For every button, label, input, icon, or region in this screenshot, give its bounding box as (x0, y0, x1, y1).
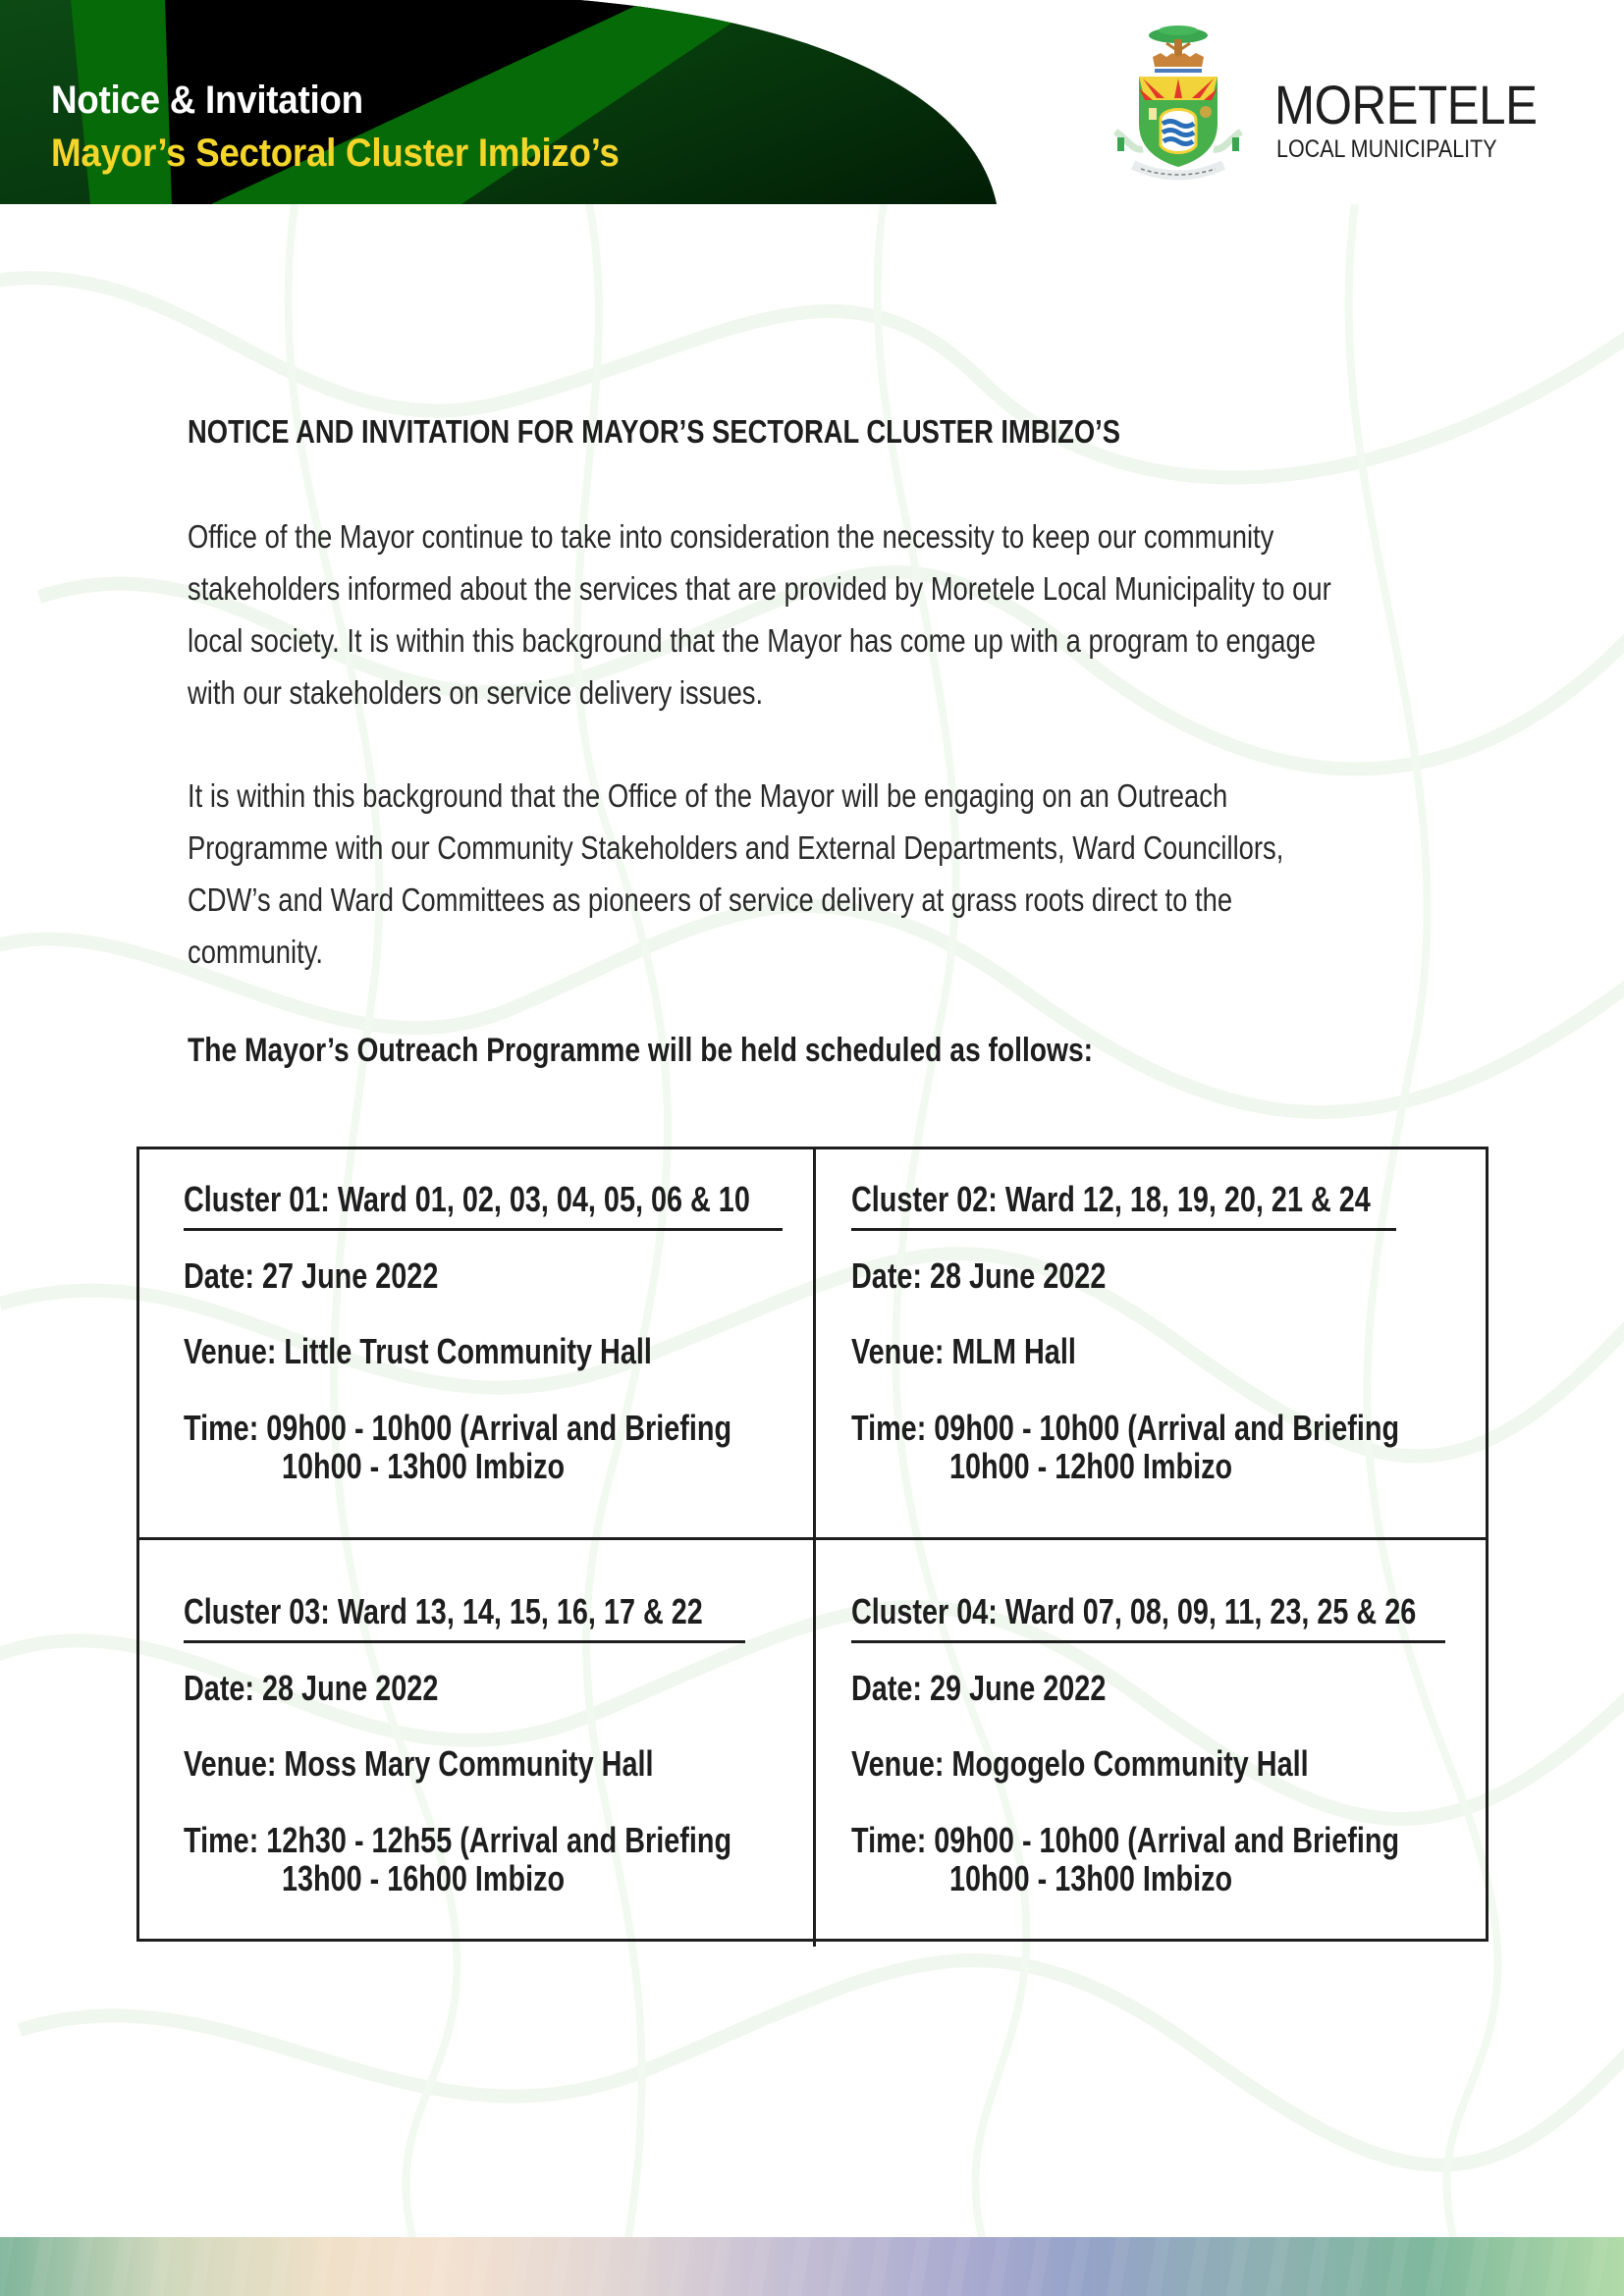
event-date: Date: 27 June 2022 (184, 1255, 439, 1296)
paragraph-line: with our stakeholders on service delivery issues. (188, 674, 764, 711)
schedule-cell-cluster-01 (184, 1179, 832, 1562)
paragraph-line: local society. It is within this background that the Mayor has come up with a program to engage (188, 622, 1316, 659)
paragraph-line: Programme with our Community Stakeholders and External Departments, Ward Councillors, (188, 829, 1284, 866)
event-venue: Venue: MLM Hall (851, 1331, 1076, 1371)
schedule-cell-cluster-03 (184, 1591, 832, 1974)
event-venue: Venue: Mogogelo Community Hall (851, 1743, 1309, 1784)
paragraph-line: It is within this background that the Office of the Mayor will be engaging on an Outreach (188, 777, 1228, 814)
event-venue: Venue: Little Trust Community Hall (184, 1331, 652, 1371)
paragraph-line: community. (188, 934, 324, 970)
event-time-briefing: Time: 12h30 - 12h55 (Arrival and Briefing (184, 1820, 732, 1860)
municipal-coat-of-arms-icon (1104, 22, 1253, 181)
schedule-cell-cluster-02 (851, 1179, 1499, 1562)
cluster-heading: Cluster 02: Ward 12, 18, 19, 20, 21 & 24 (851, 1179, 1371, 1219)
event-time-imbizo: 10h00 - 12h00 Imbizo (949, 1446, 1233, 1486)
municipality-name: MORETELE (1274, 74, 1538, 135)
municipality-subtitle: LOCAL MUNICIPALITY (1276, 135, 1497, 163)
event-time-briefing: Time: 09h00 - 10h00 (Arrival and Briefing (851, 1820, 1400, 1860)
header-event-title: Mayor’s Sectoral Cluster Imbizo’s (51, 132, 620, 175)
document-title: NOTICE AND INVITATION FOR MAYOR’S SECTORAL CLUSTER IMBIZO’S (188, 413, 1121, 450)
intro-paragraph (188, 510, 1565, 719)
cluster-heading-underline (851, 1640, 1445, 1643)
header-notice-title: Notice & Invitation (51, 79, 363, 122)
cluster-heading: Cluster 03: Ward 13, 14, 15, 16, 17 & 22 (184, 1591, 703, 1631)
event-date: Date: 29 June 2022 (851, 1668, 1107, 1708)
schedule-table (136, 1147, 1489, 1942)
event-time-imbizo: 10h00 - 13h00 Imbizo (282, 1446, 566, 1486)
cluster-heading-underline (184, 1228, 783, 1231)
schedule-cell-cluster-04 (851, 1591, 1499, 1974)
event-venue: Venue: Moss Mary Community Hall (184, 1743, 654, 1784)
outreach-paragraph (188, 770, 1508, 978)
event-date: Date: 28 June 2022 (184, 1668, 439, 1708)
event-time-imbizo: 10h00 - 13h00 Imbizo (949, 1858, 1233, 1898)
paragraph-line: Office of the Mayor continue to take into consideration the necessity to keep our community (188, 518, 1274, 555)
event-time-imbizo: 13h00 - 16h00 Imbizo (282, 1858, 566, 1898)
paragraph-line: CDW’s and Ward Committees as pioneers of service delivery at grass roots direct to the (188, 881, 1233, 918)
event-time-briefing: Time: 09h00 - 10h00 (Arrival and Briefing (184, 1408, 732, 1448)
cluster-heading-underline (184, 1640, 745, 1643)
cluster-heading: Cluster 01: Ward 01, 02, 03, 04, 05, 06 & 10 (184, 1179, 750, 1219)
schedule-intro: The Mayor’s Outreach Programme will be held scheduled as follows: (188, 1032, 1094, 1069)
event-date: Date: 28 June 2022 (851, 1255, 1107, 1296)
header-banner (0, 0, 1624, 204)
cluster-heading-underline (851, 1228, 1396, 1231)
footer-gradient-band (0, 2237, 1624, 2296)
paragraph-line: stakeholders informed about the services that are provided by Moretele Local Municipality to our (188, 570, 1331, 607)
cluster-heading: Cluster 04: Ward 07, 08, 09, 11, 23, 25 & 26 (851, 1591, 1417, 1631)
event-time-briefing: Time: 09h00 - 10h00 (Arrival and Briefing (851, 1408, 1400, 1448)
